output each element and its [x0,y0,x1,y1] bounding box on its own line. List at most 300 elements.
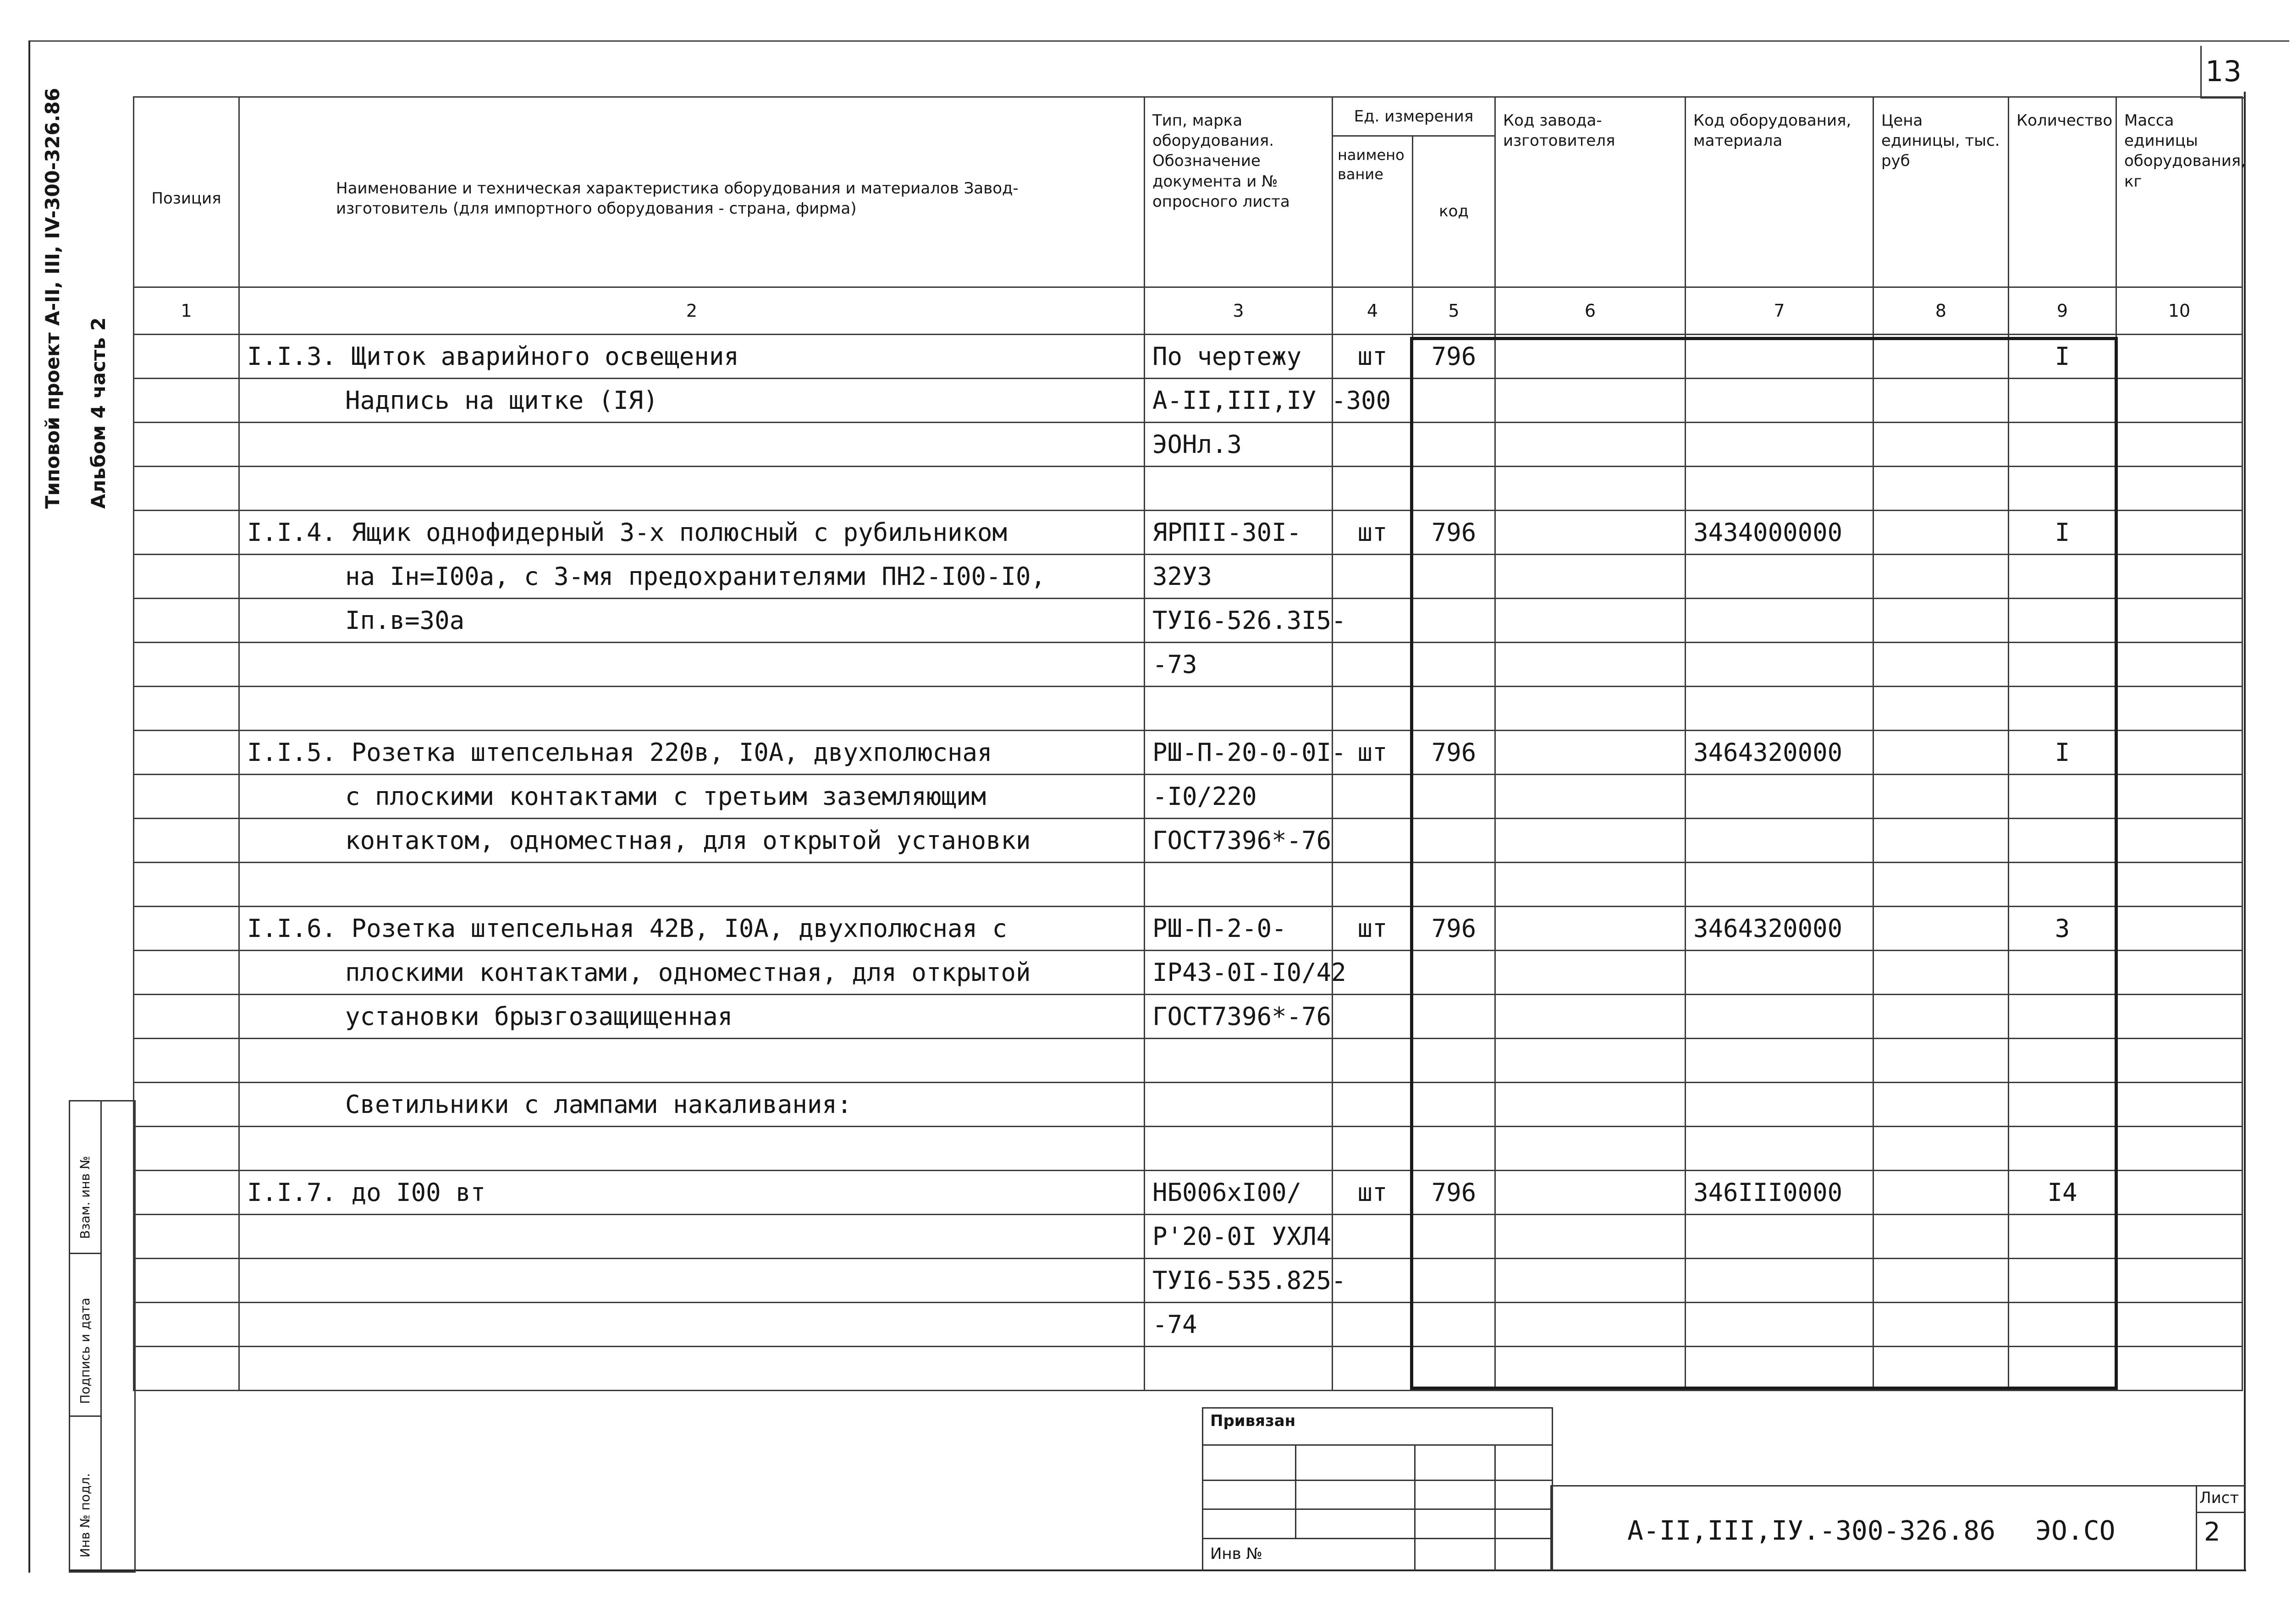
cell-empty [1873,1215,2009,1259]
cell-code [1413,643,1495,687]
cell-empty [1495,1083,1686,1127]
cell-code [1413,1303,1495,1347]
cell-equip [1686,467,1873,511]
cell-unit [1333,819,1413,863]
cell-type: РШ-П-20-0-0I- [1145,731,1333,775]
cell-code [1413,1347,1495,1391]
header-name: Наименование и техническая характеристика оборудования и материалов Завод-изготовитель (для импортного оборудования - страна, фирма) [239,97,1145,287]
cell-code: 796 [1413,1171,1495,1215]
col-number: 7 [1686,287,1873,335]
cell-unit [1333,1083,1413,1127]
cell-name [239,1127,1145,1171]
cell-qty: I [2009,511,2116,555]
cell-unit [1333,643,1413,687]
table-row [134,1303,2242,1347]
cell-empty [1495,643,1686,687]
table-body [134,335,2242,1391]
cell-code: 796 [1413,511,1495,555]
cell-empty [2116,863,2242,907]
cell-unit [1333,863,1413,907]
cell-equip: 3464320000 [1686,907,1873,951]
cell-name [239,467,1145,511]
cell-code [1413,1083,1495,1127]
table-row [134,907,2242,951]
cell-type: 32УЗ [1145,555,1333,599]
header-price: Цена единицы, тыс. руб [1873,97,2009,287]
cell-name [239,643,1145,687]
cell-name: на Iн=I00а, с 3-мя предохранителями ПН2-I00-I0, [239,555,1145,599]
cell-empty [134,555,239,599]
cell-equip: 3464320000 [1686,731,1873,775]
cell-empty [134,687,239,731]
cell-empty [1495,1215,1686,1259]
cell-empty [1873,775,2009,819]
cell-empty [134,511,239,555]
cell-code [1413,1259,1495,1303]
header-equip-code: Код оборудования, материала [1686,97,1873,287]
cell-name: I.I.6. Розетка штепсельная 42В, I0А, двухполюсная с [239,907,1145,951]
cell-empty [1495,599,1686,643]
col-number: 5 [1413,287,1495,335]
header-qty: Количество [2009,97,2116,287]
cell-equip [1686,1259,1873,1303]
col-number: 2 [239,287,1145,335]
cell-empty [2116,1039,2242,1083]
cell-empty [134,1039,239,1083]
table-row [134,1347,2242,1391]
page-number: 13 [2200,46,2245,99]
cell-empty [1873,643,2009,687]
cell-name: установки брызгозащищенная [239,995,1145,1039]
cell-empty [1873,423,2009,467]
cell-unit [1333,687,1413,731]
cell-empty [1495,863,1686,907]
binding-vline [1295,1444,1296,1538]
cell-type: -I0/220 [1145,775,1333,819]
header-unit-code: код [1413,136,1495,287]
cell-empty [2116,511,2242,555]
cell-unit: шт [1333,511,1413,555]
cell-name: I.I.7. до I00 вт [239,1171,1145,1215]
table-row [134,1039,2242,1083]
cell-empty [1873,687,2009,731]
cell-empty [1873,467,2009,511]
cell-qty [2009,995,2116,1039]
cell-empty [1495,1039,1686,1083]
side-title: Типовой проект А-II, III, IV-300-326.86 [41,88,64,509]
cell-code [1413,1039,1495,1083]
document-suffix: ЭО.СО [2035,1515,2116,1546]
cell-code [1413,599,1495,643]
cell-equip [1686,819,1873,863]
cell-name [239,1347,1145,1391]
cell-equip [1686,599,1873,643]
cell-equip [1686,1083,1873,1127]
side-stamp [69,1100,136,1573]
cell-empty [1495,511,1686,555]
cell-empty [1873,1127,2009,1171]
cell-unit [1333,1215,1413,1259]
cell-name: плоскими контактами, одноместная, для открытой [239,951,1145,995]
cell-empty [1873,1259,2009,1303]
cell-type: ЭОНл.3 [1145,423,1333,467]
cell-equip [1686,1127,1873,1171]
header-unit: Ед. измерения [1333,97,1495,136]
table-row [134,379,2242,423]
cell-code [1413,379,1495,423]
cell-empty [2116,1303,2242,1347]
col-number: 1 [134,287,239,335]
cell-empty [134,1215,239,1259]
cell-empty [1495,951,1686,995]
cell-equip [1686,1039,1873,1083]
cell-name [239,1303,1145,1347]
cell-name: I.I.3. Щиток аварийного освещения [239,335,1145,379]
cell-type: РШ-П-2-0- [1145,907,1333,951]
col-number: 9 [2009,287,2116,335]
cell-unit [1333,775,1413,819]
cell-type: ГОСТ7396*-76 [1145,995,1333,1039]
cell-empty [1495,1303,1686,1347]
col-number: 3 [1145,287,1333,335]
cell-code: 796 [1413,907,1495,951]
cell-empty [1495,731,1686,775]
cell-name: Надпись на щитке (IЯ) [239,379,1145,423]
binding-line [1203,1444,1552,1446]
cell-equip [1686,687,1873,731]
cell-type: -73 [1145,643,1333,687]
cell-qty [2009,951,2116,995]
cell-empty [1873,1303,2009,1347]
cell-empty [1495,1347,1686,1391]
cell-unit [1333,1127,1413,1171]
cell-empty [1873,511,2009,555]
cell-unit: шт [1333,907,1413,951]
cell-code [1413,951,1495,995]
cell-qty [2009,687,2116,731]
cell-code [1413,819,1495,863]
cell-empty [1495,775,1686,819]
cell-code [1413,863,1495,907]
cell-name [239,863,1145,907]
cell-qty [2009,819,2116,863]
cell-equip [1686,1303,1873,1347]
cell-empty [2116,467,2242,511]
cell-empty [1873,1171,2009,1215]
cell-type: Р'20-0I УХЛ4 [1145,1215,1333,1259]
cell-name [239,1215,1145,1259]
cell-empty [2116,995,2242,1039]
cell-empty [2116,379,2242,423]
cell-empty [2116,555,2242,599]
cell-name [239,1259,1145,1303]
cell-empty [2116,951,2242,995]
cell-unit [1333,555,1413,599]
header-factory-code: Код завода-изготовителя [1495,97,1686,287]
cell-empty [1873,863,2009,907]
cell-empty [2116,687,2242,731]
sheet-label: Лист [2199,1489,2239,1507]
header-unit-name: наименование [1333,136,1413,287]
cell-equip [1686,643,1873,687]
cell-equip [1686,951,1873,995]
cell-empty [1873,995,2009,1039]
cell-code [1413,423,1495,467]
cell-equip [1686,379,1873,423]
cell-empty [1495,423,1686,467]
table-row [134,1127,2242,1171]
cell-empty [1495,379,1686,423]
stamp-podpis-text: Подпись и дата [77,1298,93,1404]
cell-code [1413,775,1495,819]
cell-code [1413,467,1495,511]
side-album: Альбом 4 часть 2 [87,317,110,509]
table-row [134,687,2242,731]
header-mass: Масса единицы оборудования, кг [2116,97,2242,287]
cell-empty [134,643,239,687]
cell-empty [1873,599,2009,643]
stamp-cell-inv [70,1415,102,1570]
binding-vline [1494,1444,1496,1571]
cell-qty: I4 [2009,1171,2116,1215]
cell-unit [1333,995,1413,1039]
cell-empty [134,1347,239,1391]
sheet-right-edge [2244,92,2246,1571]
table-row [134,467,2242,511]
cell-empty [1495,687,1686,731]
cell-unit [1333,467,1413,511]
cell-qty [2009,1127,2116,1171]
cell-equip: 346III0000 [1686,1171,1873,1215]
cell-empty [2116,731,2242,775]
cell-type: ГОСТ7396*-76 [1145,819,1333,863]
cell-unit: шт [1333,731,1413,775]
cell-name: контактом, одноместная, для открытой установки [239,819,1145,863]
cell-empty [2116,775,2242,819]
cell-qty [2009,1303,2116,1347]
cell-qty [2009,467,2116,511]
table-row [134,599,2242,643]
cell-empty [134,467,239,511]
header-position: Позиция [134,97,239,287]
cell-empty [2116,1083,2242,1127]
privyazan-label: Привязан [1210,1412,1296,1430]
column-numbers-row [134,287,2242,335]
cell-empty [1495,555,1686,599]
table-row [134,1259,2242,1303]
cell-code [1413,555,1495,599]
cell-type: По чертежу [1145,335,1333,379]
cell-empty [134,863,239,907]
table-row [134,731,2242,775]
table-row [134,863,2242,907]
table-row [134,995,2242,1039]
binding-line [1203,1480,1552,1481]
cell-qty: I [2009,731,2116,775]
cell-qty [2009,423,2116,467]
cell-qty [2009,775,2116,819]
cell-qty [2009,555,2116,599]
cell-empty [1495,907,1686,951]
table-row [134,1215,2242,1259]
cell-empty [1873,335,2009,379]
cell-unit [1333,1039,1413,1083]
cell-qty [2009,599,2116,643]
cell-qty [2009,1215,2116,1259]
cell-type [1145,863,1333,907]
sheet-number: 2 [2204,1517,2220,1547]
cell-name: Светильники с лампами накаливания: [239,1083,1145,1127]
cell-name: Iп.в=30а [239,599,1145,643]
cell-empty [134,1259,239,1303]
cell-empty [134,1127,239,1171]
cell-empty [1495,1259,1686,1303]
cell-equip [1686,863,1873,907]
cell-type: ЯРПII-30I- [1145,511,1333,555]
list-box-line [2197,1512,2245,1513]
cell-name: с плоскими контактами с третьим заземляющим [239,775,1145,819]
stamp-cell-podpis [70,1253,102,1417]
cell-empty [2116,643,2242,687]
cell-code [1413,1127,1495,1171]
table-row [134,423,2242,467]
cell-empty [2116,1347,2242,1391]
cell-unit [1333,1303,1413,1347]
cell-empty [134,995,239,1039]
cell-unit: шт [1333,1171,1413,1215]
cell-type [1145,1083,1333,1127]
cell-qty [2009,1039,2116,1083]
cell-name [239,423,1145,467]
cell-name [239,1039,1145,1083]
cell-empty [1873,1083,2009,1127]
cell-empty [1495,1127,1686,1171]
table-row [134,555,2242,599]
cell-empty [2116,907,2242,951]
cell-empty [1873,819,2009,863]
header-type: Тип, марка оборудования. Обозначение документа и № опросного листа [1145,97,1333,287]
cell-empty [2116,819,2242,863]
cell-empty [1495,335,1686,379]
cell-empty [1873,1347,2009,1391]
cell-unit: шт [1333,335,1413,379]
cell-qty [2009,863,2116,907]
cell-empty [134,599,239,643]
cell-type [1145,1347,1333,1391]
cell-type [1145,1127,1333,1171]
cell-empty [2116,423,2242,467]
cell-empty [1873,379,2009,423]
cell-empty [1873,1039,2009,1083]
cell-equip [1686,995,1873,1039]
document-code: А-II,III,IУ.-300-326.86 [1627,1515,1996,1546]
cell-empty [134,775,239,819]
stamp-cell-vzam [70,1101,102,1254]
cell-empty [134,379,239,423]
col-number: 6 [1495,287,1686,335]
cell-code: 796 [1413,335,1495,379]
cell-qty [2009,1347,2116,1391]
cell-type [1145,1039,1333,1083]
cell-qty [2009,379,2116,423]
binding-line [1203,1538,1552,1539]
cell-empty [134,423,239,467]
binding-line [1203,1508,1552,1510]
cell-name: I.I.5. Розетка штепсельная 220в, I0А, двухполюсная [239,731,1145,775]
cell-type [1145,467,1333,511]
cell-empty [1495,819,1686,863]
cell-empty [2116,599,2242,643]
col-number: 4 [1333,287,1413,335]
cell-qty [2009,643,2116,687]
cell-equip [1686,335,1873,379]
cell-empty [1495,1171,1686,1215]
cell-empty [134,1083,239,1127]
cell-qty: 3 [2009,907,2116,951]
cell-empty [1873,951,2009,995]
cell-equip: 3434000000 [1686,511,1873,555]
table-row [134,643,2242,687]
cell-equip [1686,1215,1873,1259]
cell-type: ТУI6-535.825- [1145,1259,1333,1303]
cell-code: 796 [1413,731,1495,775]
cell-equip [1686,555,1873,599]
cell-name [239,687,1145,731]
table-row [134,951,2242,995]
cell-type [1145,687,1333,731]
cell-empty [2116,1127,2242,1171]
cell-empty [2116,1215,2242,1259]
cell-name: I.I.4. Ящик однофидерный 3-х полюсный с рубильником [239,511,1145,555]
cell-type: НБ006хI00/ [1145,1171,1333,1215]
col-number: 10 [2116,287,2242,335]
table-row [134,775,2242,819]
cell-code [1413,687,1495,731]
cell-equip [1686,423,1873,467]
cell-equip [1686,1347,1873,1391]
cell-type: А-II,III,IУ -300 [1145,379,1333,423]
cell-qty [2009,1083,2116,1127]
cell-code [1413,995,1495,1039]
cell-unit [1333,1347,1413,1391]
binding-vline [1414,1444,1416,1571]
cell-empty [1873,731,2009,775]
cell-qty: I [2009,335,2116,379]
cell-type: IP43-0I-I0/42 [1145,951,1333,995]
cell-qty [2009,1259,2116,1303]
table-row [134,1083,2242,1127]
specification-table [133,96,2246,1391]
cell-type: ТУI6-526.3I5- [1145,599,1333,643]
cell-code [1413,1215,1495,1259]
col-number: 8 [1873,287,2009,335]
cell-type: -74 [1145,1303,1333,1347]
stamp-vzam-text: Взам. инв № [77,1156,93,1239]
cell-empty [134,907,239,951]
cell-empty [134,1171,239,1215]
cell-empty [2116,1259,2242,1303]
cell-empty [2116,1171,2242,1215]
cell-empty [1495,995,1686,1039]
table-row [134,1171,2242,1215]
table-row [134,819,2242,863]
cell-empty [134,951,239,995]
stamp-inv-text: Инв № подл. [77,1473,93,1558]
cell-equip [1686,775,1873,819]
cell-empty [2116,335,2242,379]
inv-no-label: Инв № [1210,1545,1262,1563]
cell-empty [1495,467,1686,511]
